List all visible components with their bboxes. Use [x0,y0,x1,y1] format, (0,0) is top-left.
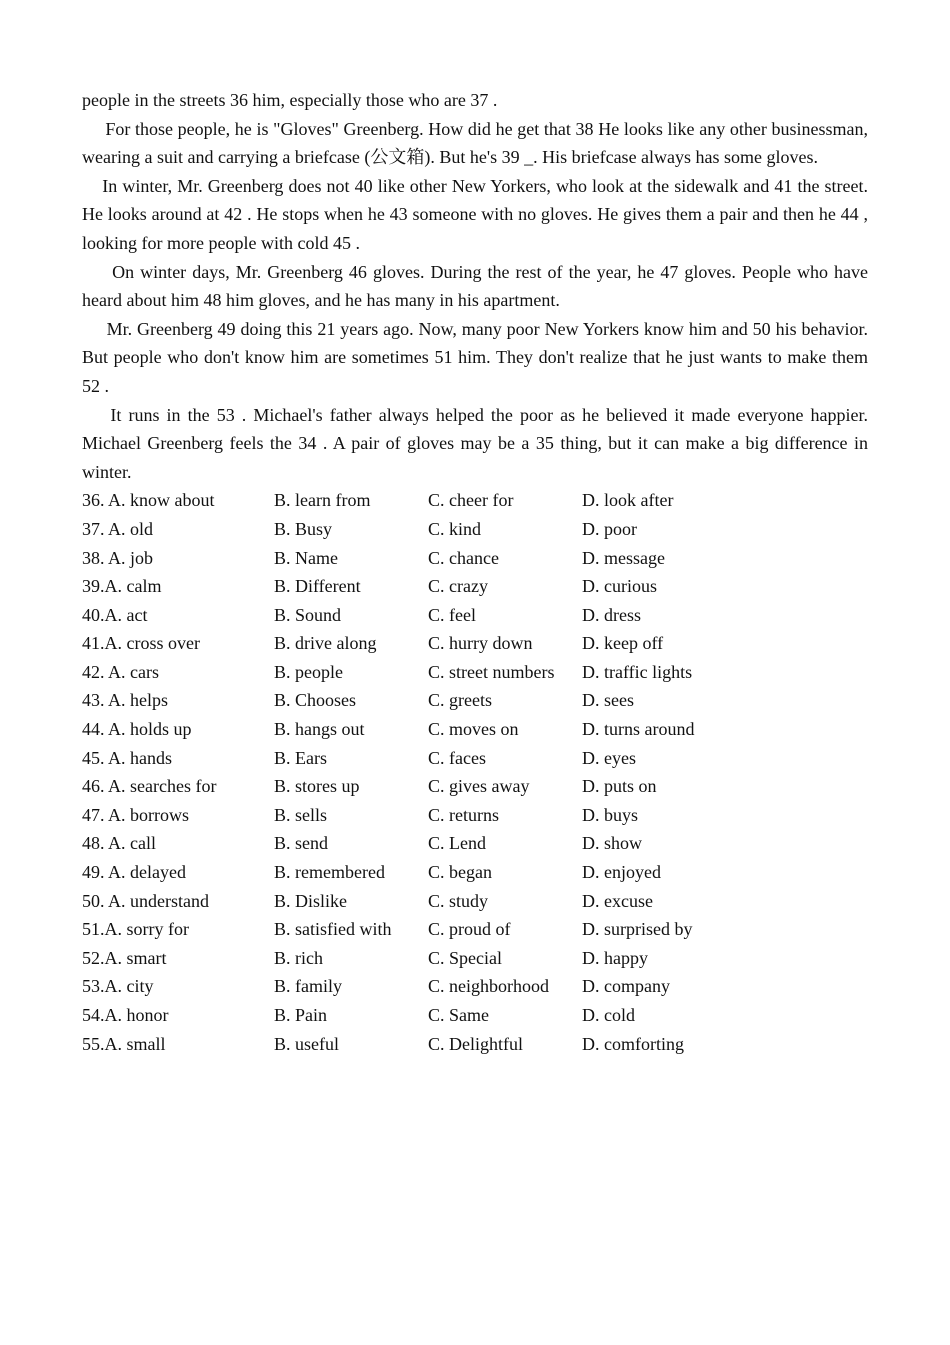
option-c: C. Special [428,947,502,968]
paragraph: people in the streets 36 him, especially those who are 37 . [82,90,498,110]
question-row [82,572,868,601]
option-a: 41.A. cross over [82,633,200,654]
option-b: B. satisfied with [274,919,392,940]
option-b: B. Different [274,576,361,597]
option-c: C. feel [428,604,476,625]
option-b: B. drive along [274,633,377,654]
option-b: B. rich [274,947,323,968]
option-d: D. comforting [582,1033,684,1054]
option-a: 40.A. act [82,604,148,625]
option-a: 52.A. smart [82,947,167,968]
option-b: B. Sound [274,604,342,625]
question-row [82,944,868,973]
option-b: B. learn from [274,490,371,511]
option-b: B. Name [274,547,338,568]
option-a: 46. A. searches for [82,776,217,797]
question-row [82,772,868,801]
option-b: B. hangs out [274,719,365,740]
paragraph: It runs in the 53 . Michael's father always helped the poor as he believed it made everyone happier. Michael Greenberg feels the 34 . A pair of gloves may be a 35 thing, but it can make a big difference in winter. [82,404,868,482]
option-d: D. buys [582,804,639,825]
option-d: D. cold [582,1005,635,1025]
option-b: B. useful [274,1033,339,1054]
option-c: C. chance [428,547,499,568]
option-b: B. family [274,976,342,997]
question-row [82,486,868,515]
answer-options-list [82,486,868,1058]
option-b: B. people [274,661,343,682]
option-c: C. proud of [428,919,511,940]
option-b: B. Pain [274,1005,328,1025]
option-b: B. sells [274,804,328,825]
question-row [82,801,868,830]
option-d: D. keep off [582,633,664,654]
question-row [82,858,868,887]
option-d: D. puts on [582,776,657,797]
option-c: C. returns [428,804,499,825]
option-a: 42. A. cars [82,661,159,682]
option-a: 50. A. understand [82,890,209,911]
option-d: D. enjoyed [582,862,661,883]
option-b: B. Dislike [274,890,348,911]
option-d: D. poor [582,518,637,539]
option-a: 43. A. helps [82,690,169,711]
question-row [82,744,868,773]
option-c: C. Lend [428,833,486,854]
option-d: D. dress [582,604,641,625]
question-row [82,686,868,715]
option-d: D. surprised by [582,919,693,940]
option-c: C. cheer for [428,490,514,511]
option-a: 36. A. know about [82,490,215,511]
option-d: D. look after [582,490,674,511]
question-row [82,715,868,744]
option-d: D. show [582,833,643,854]
document-page [82,86,868,1058]
paragraph: In winter, Mr. Greenberg does not 40 like other New Yorkers, who look at the sidewalk and 41 the street. He looks around at 42 . He stops when he 43 someone with no gloves. He gives them a pair and then he 44 , looking for more people with cold 45 . [82,175,868,253]
option-c: C. began [428,862,492,883]
question-row [82,1030,868,1059]
option-c: C. faces [428,747,486,768]
option-d: D. traffic lights [582,661,693,682]
question-row [82,829,868,858]
option-a: 44. A. holds up [82,719,192,740]
option-c: C. study [428,890,489,911]
option-b: B. remembered [274,862,385,883]
option-a: 39.A. calm [82,576,162,597]
option-d: D. sees [582,690,634,711]
option-b: B. send [274,833,328,854]
option-d: D. company [582,976,670,997]
option-a: 48. A. call [82,833,156,854]
option-c: C. moves on [428,719,519,740]
option-c: C. crazy [428,576,488,597]
option-a: 54.A. honor [82,1005,169,1025]
option-a: 53.A. city [82,976,154,997]
option-c: C. hurry down [428,633,533,654]
option-c: C. gives away [428,776,530,797]
option-d: D. message [582,547,665,568]
option-b: B. Busy [274,518,333,539]
option-c: C. greets [428,690,492,711]
question-row [82,915,868,944]
question-row [82,544,868,573]
option-a: 47. A. borrows [82,804,189,825]
option-b: B. stores up [274,776,360,797]
paragraph: On winter days, Mr. Greenberg 46 gloves. During the rest of the year, he 47 gloves. People who have heard about him 48 him gloves, and he has many in his apartment. [82,261,868,311]
option-a: 45. A. hands [82,747,172,768]
option-a: 55.A. small [82,1033,166,1054]
question-row [82,658,868,687]
question-row [82,972,868,1001]
option-b: B. Ears [274,747,327,768]
paragraph: For those people, he is "Gloves" Greenberg. How did he get that 38 He looks like any other businessman, wearing a suit and carrying a briefcase (公文箱). But he's 39 _. His briefcase always has some gloves. [82,118,868,168]
option-d: D. happy [582,947,648,968]
option-a: 38. A. job [82,547,154,568]
option-c: C. Same [428,1005,489,1025]
option-c: C. kind [428,518,482,539]
question-row [82,1001,868,1030]
reading-passage [82,86,868,486]
option-d: D. eyes [582,747,636,768]
option-d: D. curious [582,576,657,597]
option-a: 51.A. sorry for [82,919,189,940]
paragraph: Mr. Greenberg 49 doing this 21 years ago. Now, many poor New Yorkers know him and 50 his behavior. But people who don't know him are sometimes 51 him. They don't realize that he just wants to make them 52 . [82,318,868,396]
option-c: C. Delightful [428,1033,523,1054]
question-row [82,887,868,916]
question-row [82,601,868,630]
question-row [82,515,868,544]
option-d: D. excuse [582,890,653,911]
option-b: B. Chooses [274,690,357,711]
option-c: C. street numbers [428,661,555,682]
option-d: D. turns around [582,719,695,740]
option-a: 37. A. old [82,518,154,539]
question-row [82,629,868,658]
option-c: C. neighborhood [428,976,549,997]
option-a: 49. A. delayed [82,862,186,883]
